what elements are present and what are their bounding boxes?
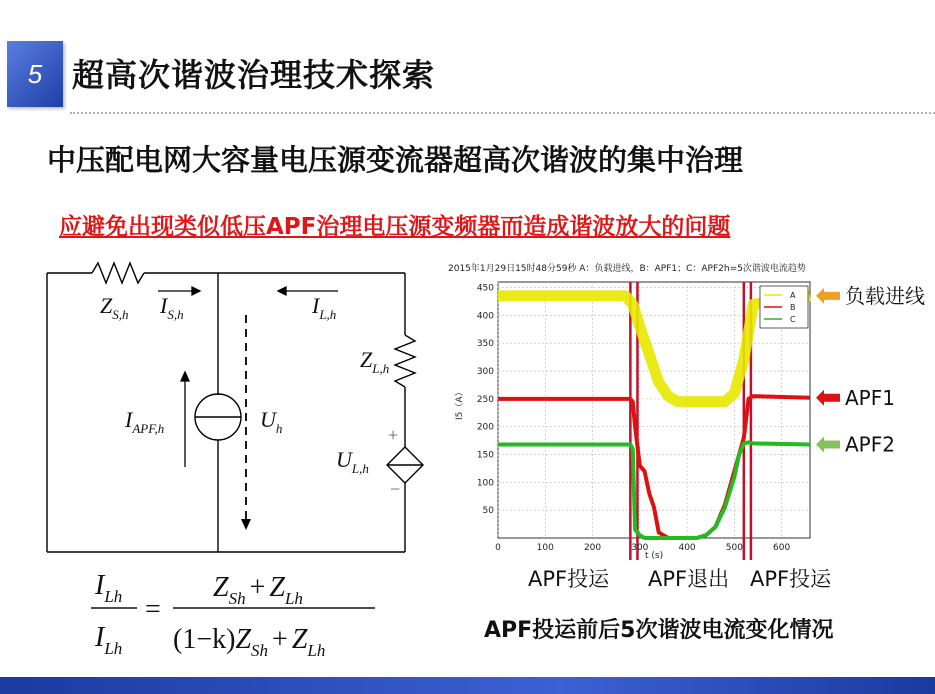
source-impedance-zs (92, 263, 144, 283)
section-number-badge: 5 (7, 41, 63, 107)
y-axis-label: I5（A） (455, 387, 465, 420)
side-label: APF2 (845, 432, 895, 457)
ul-label: $U_{L,h}$ (336, 447, 369, 476)
y-tick-label: 450 (476, 283, 494, 294)
plus-sign: + (388, 425, 399, 445)
x-axis-label: t (s) (645, 551, 664, 560)
chart-title: 2015年1月29日15时48分59秒 A：负载进线，B：APF1；C：APF2h=5次谐波电流趋势 (448, 264, 806, 274)
side-pointer-arrow-icon (816, 288, 840, 304)
chart-legend (760, 286, 808, 328)
phase-label-apf-on-1: APF投运 (528, 567, 610, 591)
page-title: 超高次谐波治理技术探索 (72, 56, 436, 94)
warning-note: 应避免出现类似低压APF治理电压源变频器而造成谐波放大的问题 (59, 214, 731, 240)
side-pointer-arrow-icon (816, 390, 840, 406)
formula-equals: = (145, 594, 161, 625)
slide-subtitle: 中压配电网大容量电压源变流器超高次谐波的集中治理 (47, 143, 744, 177)
x-tick-label: 500 (725, 543, 743, 553)
side-label: 负载进线 (845, 283, 925, 308)
side-label: APF1 (845, 385, 895, 410)
phase-label-apf-on-2: APF投运 (750, 567, 832, 591)
y-tick-label: 250 (476, 394, 494, 405)
formula-rhs-denominator: $(1-k)Z_{Sh} + Z_{Lh}$ (173, 624, 326, 660)
y-tick-label: 150 (476, 450, 494, 461)
header-divider (70, 112, 935, 114)
x-tick-label: 200 (583, 543, 602, 553)
y-tick-label: 100 (476, 478, 494, 489)
y-tick-label: 300 (476, 367, 494, 378)
phase-label-apf-off: APF退出 (648, 567, 730, 591)
y-tick-label: 400 (476, 311, 494, 322)
x-tick-label: 400 (678, 543, 696, 553)
footer-bar (0, 677, 935, 694)
formula-rhs-numerator: $Z_{Sh} + Z_{Lh}$ (213, 572, 303, 608)
legend-entry: B (790, 303, 796, 312)
x-tick-label: 100 (536, 543, 554, 553)
side-pointer-arrow-icon (816, 437, 840, 453)
harmonic-current-chart (440, 255, 935, 560)
y-tick-label: 350 (476, 339, 494, 350)
y-tick-label: 50 (482, 506, 494, 517)
legend-entry: C (790, 315, 796, 324)
is-label: $I_{S,h}$ (160, 293, 184, 322)
x-tick-label: 300 (631, 543, 649, 553)
y-tick-label: 200 (476, 422, 494, 433)
zl-label: $Z_{L,h}$ (360, 347, 390, 376)
il-label: $I_{L,h}$ (312, 293, 337, 322)
circuit-diagram (40, 255, 430, 560)
legend-entry: A (790, 291, 796, 300)
x-tick-label: 0 (495, 543, 501, 553)
minus-sign: − (390, 479, 401, 499)
uh-label: $U_h$ (260, 407, 283, 436)
formula-lhs-numerator: $I_{Lh}$ (95, 570, 123, 606)
ratio-formula (85, 562, 385, 662)
zs-label: $Z_{S,h}$ (100, 293, 129, 322)
iapf-label: $I_{APF,h}$ (125, 407, 165, 436)
x-tick-label: 600 (773, 543, 791, 553)
load-impedance-zl (395, 335, 415, 387)
chart-caption: APF投运前后5次谐波电流变化情况 (484, 618, 834, 643)
formula-lhs-denominator: $I_{Lh}$ (95, 622, 123, 658)
